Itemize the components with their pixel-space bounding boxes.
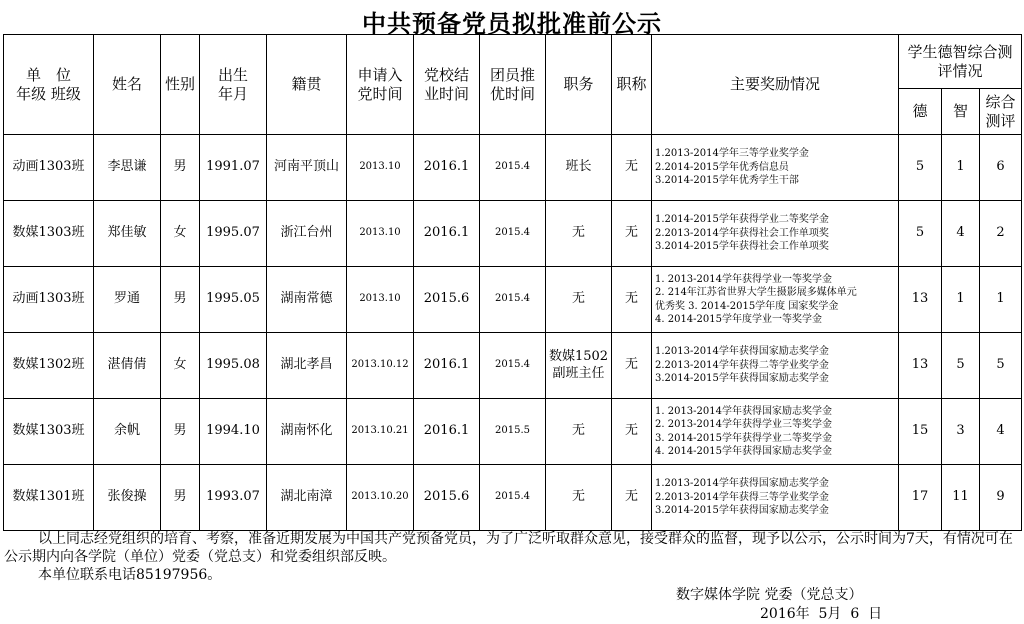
cell-title-rank: 无 — [612, 201, 652, 267]
cell-native-place: 浙江台州 — [267, 201, 347, 267]
cell-awards — [652, 399, 899, 465]
cell-name: 余帆 — [94, 399, 161, 465]
cell-moral: 13 — [899, 267, 942, 333]
cell-overall: 2 — [980, 201, 1022, 267]
contact-phone: 本单位联系电话85197956。 — [38, 567, 222, 583]
cell-overall: 5 — [980, 333, 1022, 399]
cell-birth: 1994.10 — [200, 399, 267, 465]
cell-native-place: 河南平顶山 — [267, 135, 347, 201]
cell-unit: 数媒1303班 — [4, 399, 94, 465]
position-line: 班长 — [565, 159, 592, 175]
cell-name: 张俊操 — [94, 465, 161, 531]
award-line: 1. 2013-2014学年获得国家励志奖学金 — [655, 405, 832, 417]
award-line: 2.2014-2015学年优秀信息员 — [655, 161, 789, 173]
cell-moral: 15 — [899, 399, 942, 465]
header-title-rank: 职称 — [612, 35, 652, 135]
cell-overall: 4 — [980, 399, 1022, 465]
cell-position — [546, 333, 612, 399]
cell-recommend-date: 2015.4 — [480, 333, 546, 399]
position-line: 无 — [571, 423, 585, 439]
header-moral: 德 — [899, 89, 942, 135]
cell-party-school-date: 2016.1 — [414, 399, 480, 465]
award-line: 1.2014-2015学年获得学业二等奖学金 — [655, 214, 829, 226]
header-evaluation: 学生德智综合测 评情况 — [899, 35, 1022, 89]
cell-name: 湛倩倩 — [94, 333, 161, 399]
cell-name: 李思谦 — [94, 135, 161, 201]
cell-overall: 6 — [980, 135, 1022, 201]
table-row — [4, 201, 1022, 267]
award-line: 3.2014-2015学年优秀学生干部 — [655, 175, 799, 187]
cell-party-school-date: 2015.6 — [414, 267, 480, 333]
page-title: 中共预备党员拟批准前公示 — [362, 9, 662, 38]
award-line: 3.2014-2015学年获得国家励志奖学金 — [655, 373, 829, 385]
cell-moral: 13 — [899, 333, 942, 399]
cell-recommend-date: 2015.4 — [480, 267, 546, 333]
header-unit: 单 位 年级 班级 — [4, 35, 94, 135]
organization-signature: 数字媒体学院 党委（党总支） — [676, 587, 863, 603]
cell-birth: 1995.05 — [200, 267, 267, 333]
cell-party-school-date: 2015.6 — [414, 465, 480, 531]
cell-name: 郑佳敏 — [94, 201, 161, 267]
award-line: 优秀奖 3. 2014-2015学年度 国家奖学金 — [655, 300, 839, 312]
position-line: 无 — [571, 489, 585, 505]
cell-recommend-date: 2015.5 — [480, 399, 546, 465]
header-apply-date: 申请入 党时间 — [347, 35, 414, 135]
cell-unit: 数媒1302班 — [4, 333, 94, 399]
candidates-table — [3, 34, 1022, 531]
cell-native-place: 湖南常德 — [267, 267, 347, 333]
cell-gender: 男 — [161, 135, 200, 201]
award-line: 3.2014-2015学年获得社会工作单项奖 — [655, 241, 829, 253]
header-intellect: 智 — [942, 89, 980, 135]
header-birth: 出生 年月 — [200, 35, 267, 135]
cell-party-school-date: 2016.1 — [414, 333, 480, 399]
cell-native-place: 湖北孝昌 — [267, 333, 347, 399]
award-line: 1.2013-2014学年获得国家励志奖学金 — [655, 346, 829, 358]
award-line: 4. 2014-2015学年度学业一等奖学金 — [655, 314, 822, 325]
cell-birth: 1995.07 — [200, 201, 267, 267]
footer — [4, 530, 1020, 584]
table-row — [4, 135, 1022, 201]
table-row — [4, 333, 1022, 399]
cell-title-rank: 无 — [612, 267, 652, 333]
cell-awards — [652, 465, 899, 531]
cell-position — [546, 201, 612, 267]
cell-intellect: 4 — [942, 201, 980, 267]
cell-moral: 5 — [899, 135, 942, 201]
header-recommend-date: 团员推 优时间 — [480, 35, 546, 135]
award-line: 2. 214年江苏省世界大学生摄影展多媒体单元 — [655, 287, 857, 298]
cell-recommend-date: 2015.4 — [480, 201, 546, 267]
cell-title-rank: 无 — [612, 333, 652, 399]
award-line: 2.2013-2014学年获得社会工作单项奖 — [655, 227, 829, 239]
cell-recommend-date: 2015.4 — [480, 135, 546, 201]
position-line: 数媒1502 — [548, 349, 609, 365]
table-row — [4, 399, 1022, 465]
cell-party-school-date: 2016.1 — [414, 201, 480, 267]
cell-moral: 5 — [899, 201, 942, 267]
cell-intellect: 1 — [942, 135, 980, 201]
notice-text: 以上同志经党组织的培育、考察，准备近期发展为中国共产党预备党员，为了广泛听取群众意见，接受群众的监督，现予以公示，公示时间为7天，有情况可在公示期内向各学院（单位）党委（党总支）和党委组织部反映。 — [4, 531, 1013, 565]
cell-awards — [652, 201, 899, 267]
publish-date: 2016年 5月 6 日 — [760, 606, 883, 622]
cell-intellect: 5 — [942, 333, 980, 399]
table-row — [4, 465, 1022, 531]
cell-name: 罗通 — [94, 267, 161, 333]
cell-awards — [652, 267, 899, 333]
header-gender: 性别 — [161, 35, 200, 135]
cell-overall: 1 — [980, 267, 1022, 333]
cell-apply-date: 2013.10.21 — [347, 399, 414, 465]
award-line: 2.2013-2014学年获得三等学业奖学金 — [655, 491, 829, 503]
cell-title-rank: 无 — [612, 465, 652, 531]
cell-position — [546, 267, 612, 333]
header-party-school-date: 党校结 业时间 — [414, 35, 480, 135]
header-overall: 综合 测评 — [980, 89, 1022, 135]
cell-moral: 17 — [899, 465, 942, 531]
award-line: 3.2014-2015学年获得国家励志奖学金 — [655, 505, 829, 517]
table-row — [4, 267, 1022, 333]
cell-intellect: 3 — [942, 399, 980, 465]
cell-birth: 1991.07 — [200, 135, 267, 201]
cell-gender: 男 — [161, 267, 200, 333]
cell-unit: 动画1303班 — [4, 267, 94, 333]
cell-birth: 1995.08 — [200, 333, 267, 399]
award-line: 4. 2014-2015学年获得国家励志奖学金 — [655, 446, 832, 457]
cell-position — [546, 399, 612, 465]
cell-apply-date: 2013.10.20 — [347, 465, 414, 531]
cell-native-place: 湖北南漳 — [267, 465, 347, 531]
cell-native-place: 湖南怀化 — [267, 399, 347, 465]
cell-unit: 数媒1303班 — [4, 201, 94, 267]
position-line: 无 — [571, 225, 585, 241]
cell-title-rank: 无 — [612, 135, 652, 201]
award-line: 1.2013-2014学年三等学业奖学金 — [655, 148, 809, 160]
header-native-place: 籍贯 — [267, 35, 347, 135]
cell-position — [546, 465, 612, 531]
cell-gender: 女 — [161, 201, 200, 267]
cell-intellect: 1 — [942, 267, 980, 333]
cell-apply-date: 2013.10 — [347, 201, 414, 267]
cell-gender: 男 — [161, 465, 200, 531]
cell-unit: 动画1303班 — [4, 135, 94, 201]
award-line: 2.2013-2014学年获得二等学业奖学金 — [655, 359, 829, 371]
cell-title-rank: 无 — [612, 399, 652, 465]
header-awards: 主要奖励情况 — [652, 35, 899, 135]
award-line: 3. 2014-2015学年获得学业二等奖学金 — [655, 432, 832, 444]
header-name: 姓名 — [94, 35, 161, 135]
cell-awards — [652, 333, 899, 399]
cell-party-school-date: 2016.1 — [414, 135, 480, 201]
cell-birth: 1993.07 — [200, 465, 267, 531]
cell-awards — [652, 135, 899, 201]
cell-apply-date: 2013.10 — [347, 267, 414, 333]
cell-intellect: 11 — [942, 465, 980, 531]
position-line: 副班主任 — [552, 365, 605, 381]
cell-apply-date: 2013.10 — [347, 135, 414, 201]
cell-position — [546, 135, 612, 201]
header-position: 职务 — [546, 35, 612, 135]
position-line: 无 — [571, 291, 585, 307]
award-line: 1. 2013-2014学年获得学业一等奖学金 — [655, 273, 832, 285]
cell-gender: 女 — [161, 333, 200, 399]
cell-overall: 9 — [980, 465, 1022, 531]
cell-gender: 男 — [161, 399, 200, 465]
cell-recommend-date: 2015.4 — [480, 465, 546, 531]
cell-unit: 数媒1301班 — [4, 465, 94, 531]
cell-apply-date: 2013.10.12 — [347, 333, 414, 399]
award-line: 2. 2013-2014学年获得学业三等奖学金 — [655, 419, 832, 430]
award-line: 1.2013-2014学年获得国家励志奖学金 — [655, 478, 829, 490]
